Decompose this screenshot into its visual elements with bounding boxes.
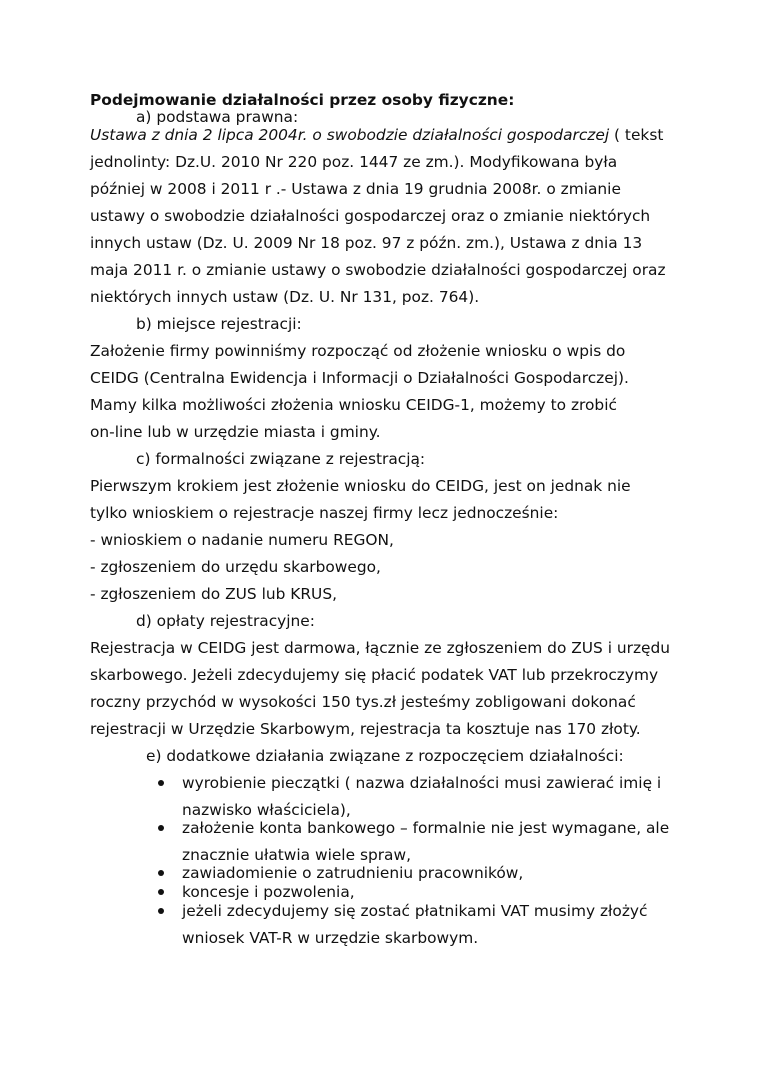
bullet-1-line-2: nazwisko właściciela), — [182, 801, 351, 819]
section-a-heading: a) podstawa prawna: — [136, 108, 299, 126]
bullet-5-line-1: jeżeli zdecydujemy się zostać płatnikami VAT musimy złożyć — [182, 902, 648, 920]
section-a-line-7: niektórych innych ustaw (Dz. U. Nr 131, poz. 764). — [90, 288, 480, 306]
section-c-line-2: tylko wnioskiem o rejestracje naszej firmy lecz jednocześnie: — [90, 504, 559, 522]
bullet-4-line-1: koncesje i pozwolenia, — [182, 883, 355, 901]
section-c-line-3: - wnioskiem o nadanie numeru REGON, — [90, 531, 394, 549]
section-a-line-5: innych ustaw (Dz. U. 2009 Nr 18 poz. 97 z późn. zm.), Ustawa z dnia 13 — [90, 234, 643, 252]
section-a-line-1 — [90, 126, 663, 144]
bullet-2-line-2: znacznie ułatwia wiele spraw, — [182, 846, 411, 864]
section-a-line-3: później w 2008 i 2011 r .- Ustawa z dnia 19 grudnia 2008r. o zmianie — [90, 180, 621, 198]
law-title-rest: ( tekst — [609, 126, 664, 144]
section-d-line-2: skarbowego. Jeżeli zdecydujemy się płacić podatek VAT lub przekroczymy — [90, 666, 659, 684]
section-e-heading: e) dodatkowe działania związane z rozpoczęciem działalności: — [146, 747, 624, 765]
section-c-line-4: - zgłoszeniem do urzędu skarbowego, — [90, 558, 381, 576]
section-d-line-3: roczny przychód w wysokości 150 tys.zł jesteśmy zobligowani dokonać — [90, 693, 636, 711]
law-title: Ustawa z dnia 2 lipca 2004r. o swobodzie działalności gospodarczej — [90, 126, 610, 144]
section-c-line-1: Pierwszym krokiem jest złożenie wniosku do CEIDG, jest on jednak nie — [90, 477, 631, 495]
document-title: Podejmowanie działalności przez osoby fizyczne: — [90, 91, 515, 109]
bullet-dot-icon — [158, 780, 164, 786]
bullet-5-line-2: wniosek VAT-R w urzędzie skarbowym. — [182, 929, 479, 947]
section-d-heading: d) opłaty rejestracyjne: — [136, 612, 315, 630]
bullet-dot-icon — [158, 825, 164, 831]
section-d-line-4: rejestracji w Urzędzie Skarbowym, rejestracja ta kosztuje nas 170 złoty. — [90, 720, 641, 738]
bullet-1-line-1: wyrobienie pieczątki ( nazwa działalności musi zawierać imię i — [182, 774, 662, 792]
section-b-line-4: on-line lub w urzędzie miasta i gminy. — [90, 423, 381, 441]
section-a-line-6: maja 2011 r. o zmianie ustawy o swobodzie działalności gospodarczej oraz — [90, 261, 666, 279]
section-c-heading: c) formalności związane z rejestracją: — [136, 450, 426, 468]
bullet-dot-icon — [158, 908, 164, 914]
section-d-line-1: Rejestracja w CEIDG jest darmowa, łącznie ze zgłoszeniem do ZUS i urzędu — [90, 639, 671, 657]
section-a-line-2: jednolinty: Dz.U. 2010 Nr 220 poz. 1447 ze zm.). Modyfikowana była — [90, 153, 618, 171]
bullet-2-line-1: założenie konta bankowego – formalnie nie jest wymagane, ale — [182, 819, 670, 837]
bullet-3-line-1: zawiadomienie o zatrudnieniu pracowników, — [182, 864, 524, 882]
bullet-dot-icon — [158, 870, 164, 876]
section-b-heading: b) miejsce rejestracji: — [136, 315, 302, 333]
section-b-line-1: Założenie firmy powinniśmy rozpocząć od złożenie wniosku o wpis do — [90, 342, 626, 360]
section-c-line-5: - zgłoszeniem do ZUS lub KRUS, — [90, 585, 337, 603]
section-b-line-2: CEIDG (Centralna Ewidencja i Informacji o Działalności Gospodarczej). — [90, 369, 629, 387]
section-b-line-3: Mamy kilka możliwości złożenia wniosku CEIDG-1, możemy to zrobić — [90, 396, 617, 414]
section-a-line-4: ustawy o swobodzie działalności gospodarczej oraz o zmianie niektórych — [90, 207, 651, 225]
bullet-dot-icon — [158, 889, 164, 895]
